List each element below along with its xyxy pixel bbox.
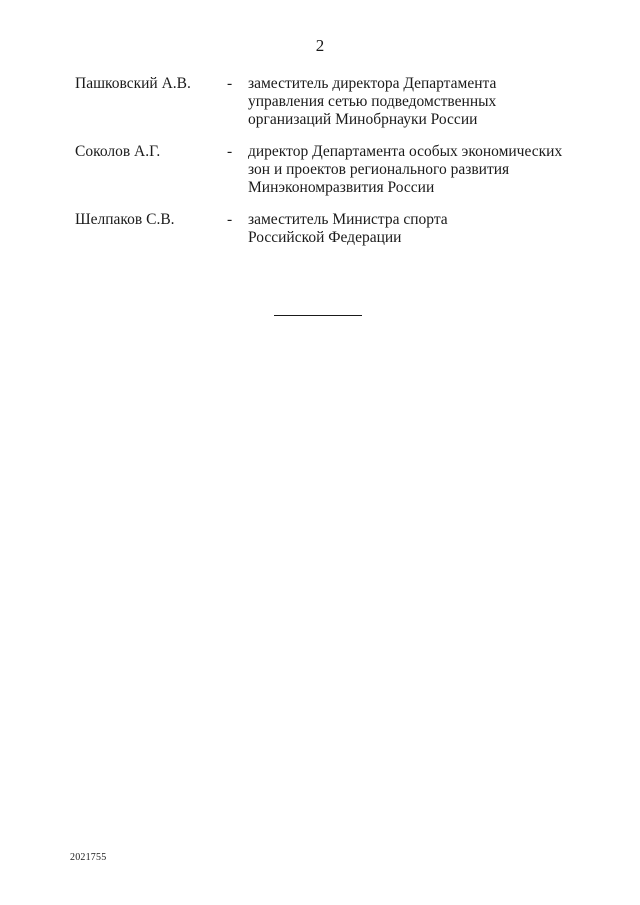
position-line: директор Департамента особых экономических <box>248 143 563 160</box>
position-line: заместитель Министра спорта <box>248 211 448 228</box>
position-line: управления сетью подведомственных <box>248 93 497 110</box>
member-dash: - <box>227 211 233 228</box>
member-entry <box>0 143 640 211</box>
member-position <box>248 75 588 129</box>
position-line: Российской Федерации <box>248 229 402 246</box>
member-entry <box>0 75 640 143</box>
position-line: организаций Минобрнауки России <box>248 111 478 128</box>
position-line: заместитель директора Департамента <box>248 75 497 92</box>
member-dash: - <box>227 75 233 92</box>
member-name: Шелпаков С.В. <box>75 211 175 228</box>
member-dash: - <box>227 143 233 160</box>
member-position <box>248 143 588 197</box>
position-line: Минэкономразвития России <box>248 179 435 196</box>
position-line: зон и проектов регионального развития <box>248 161 510 178</box>
document-code: 2021755 <box>70 852 107 863</box>
closing-divider <box>274 315 362 316</box>
member-name: Соколов А.Г. <box>75 143 161 160</box>
member-name: Пашковский А.В. <box>75 75 191 92</box>
member-list <box>0 75 640 259</box>
member-entry <box>0 211 640 259</box>
page-number: 2 <box>315 36 325 55</box>
member-position <box>248 211 588 247</box>
